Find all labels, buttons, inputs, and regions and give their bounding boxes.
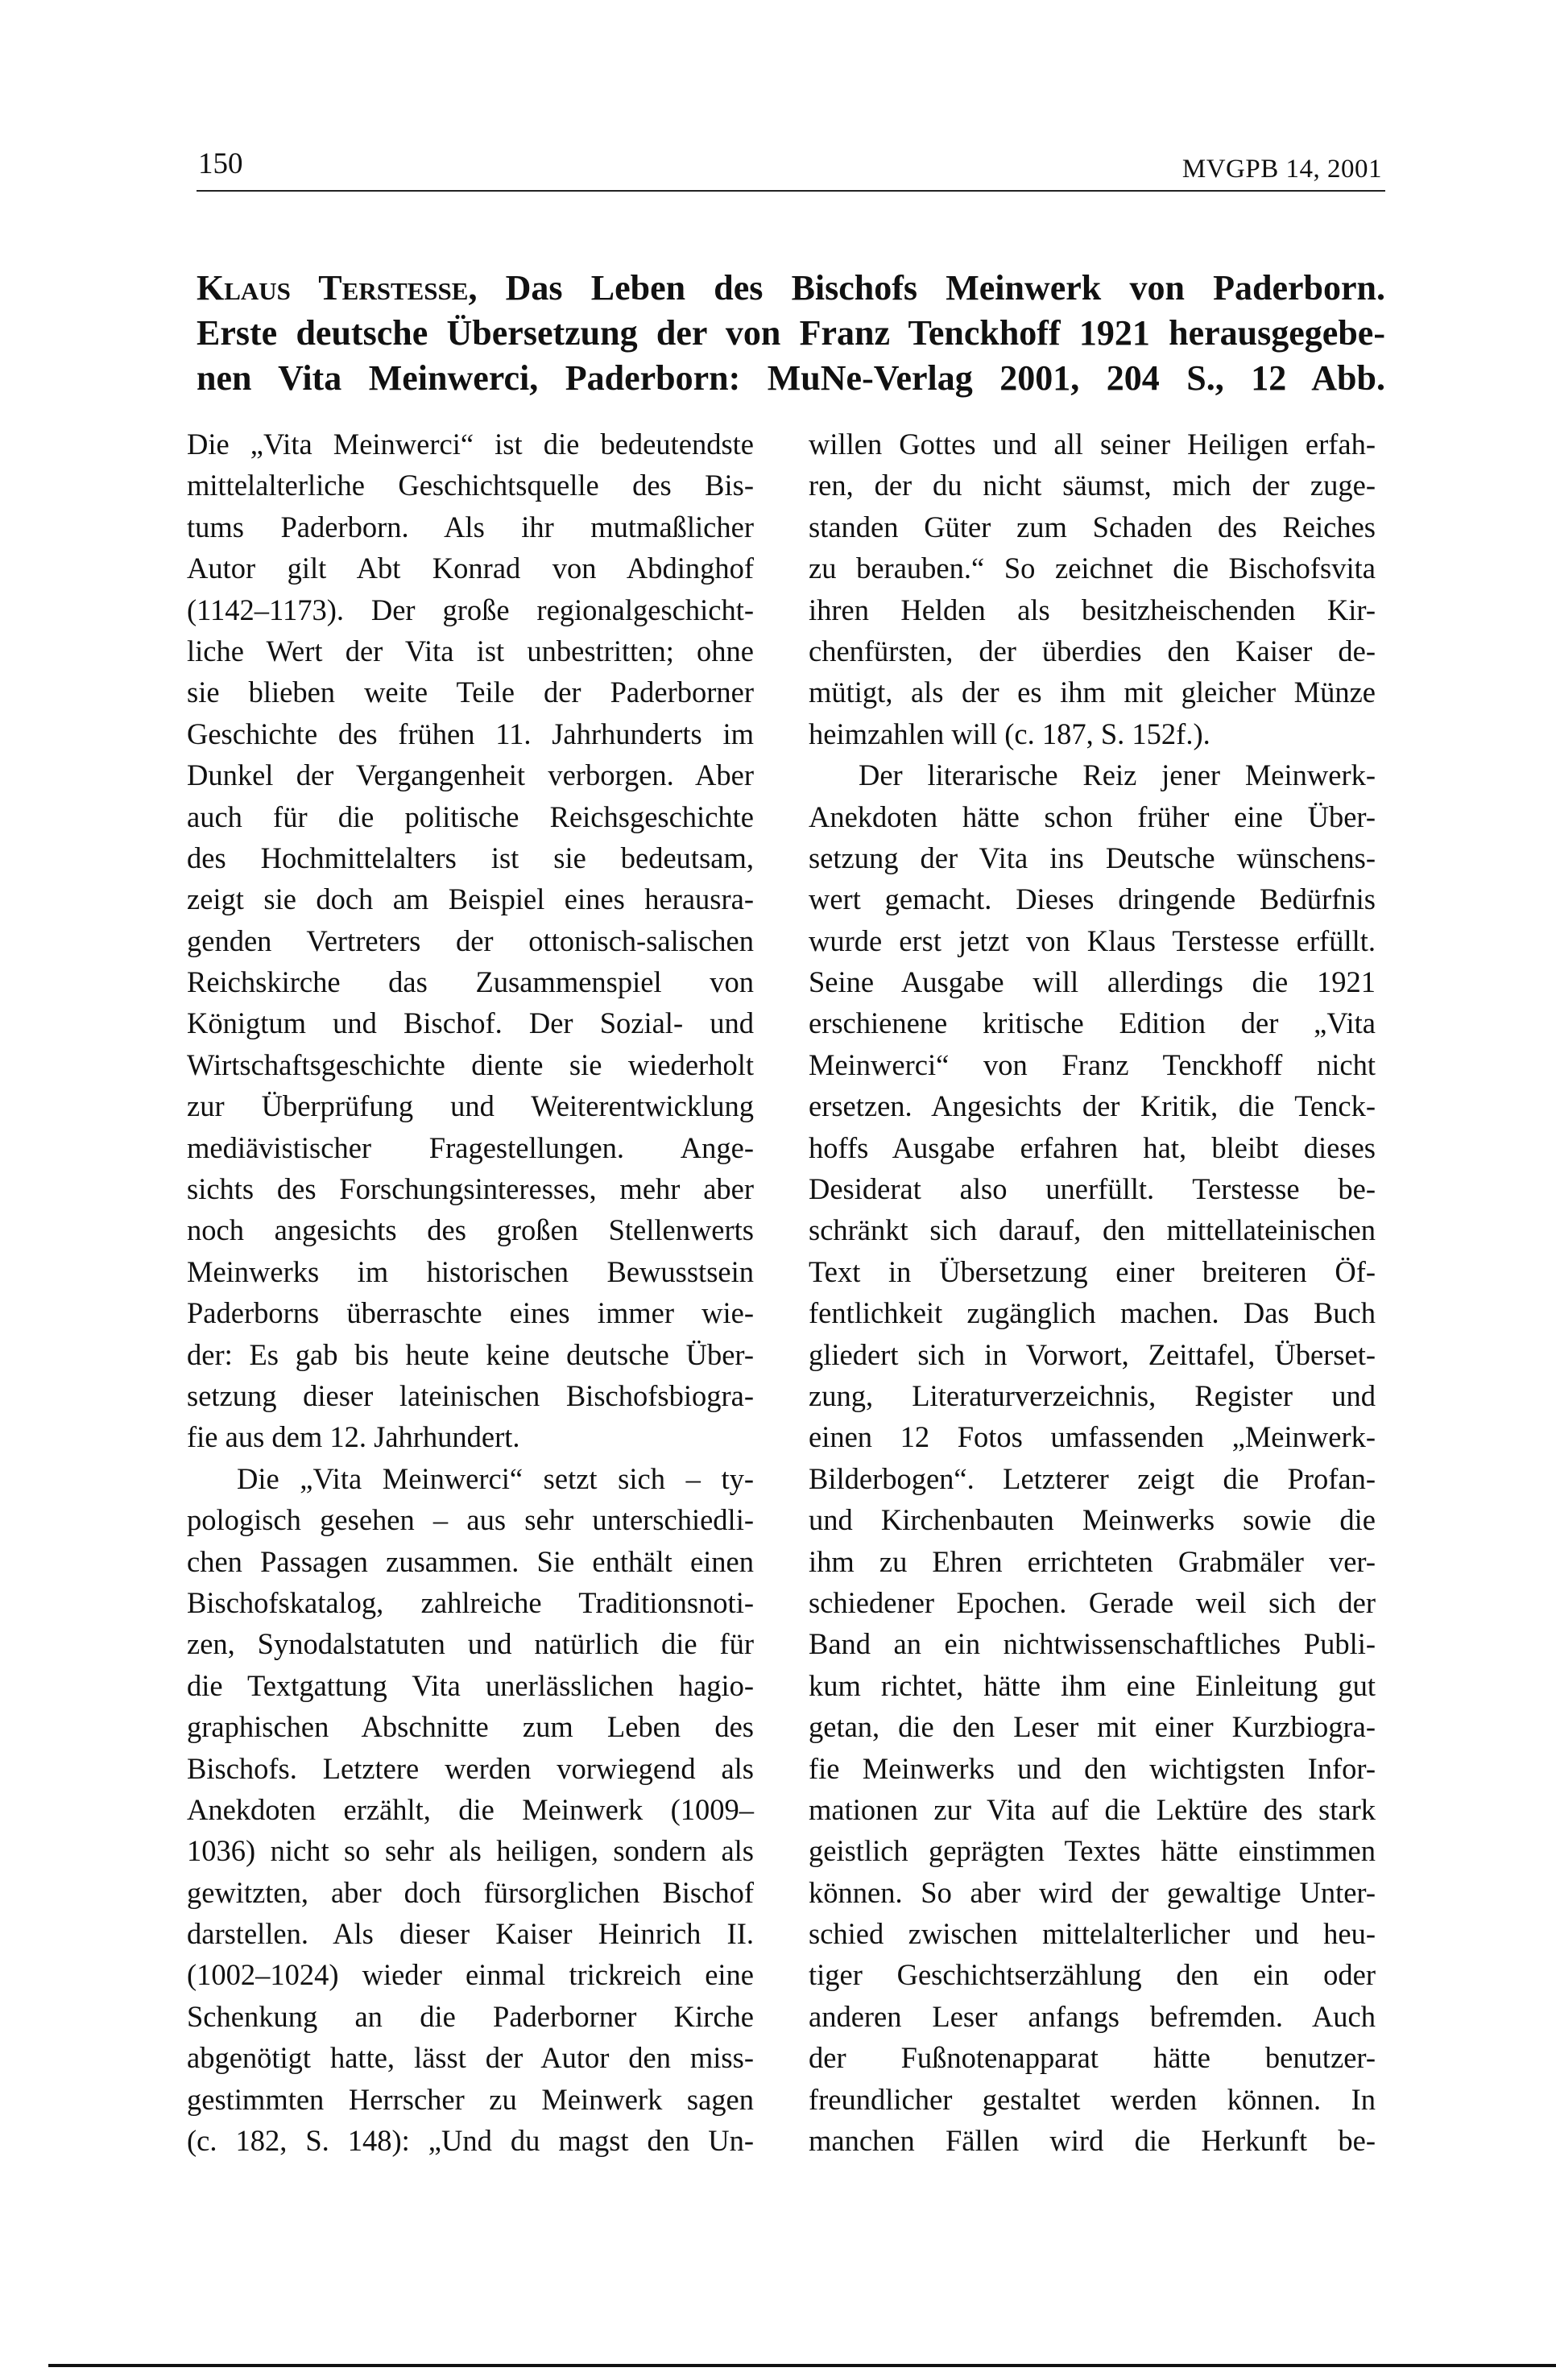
page-number: 150	[198, 147, 243, 180]
text-line: hoffs Ausgabe erfahren hat, bleibt dieses	[809, 1130, 1376, 1164]
text-line: Königtum und Bischof. Der Sozial- und	[187, 1006, 754, 1040]
text-line: wurde erst jetzt von Klaus Terstesse erfüllt.	[809, 923, 1376, 957]
text-line: (1142–1173). Der große regionalgeschicht-	[187, 593, 754, 626]
text-line: genden Vertreters der ottonisch-salischen	[187, 923, 754, 957]
text-line: Paderborns überraschte eines immer wie-	[187, 1296, 754, 1330]
title-line-2: Erste deutsche Übersetzung der von Franz Tenckhoff 1921 herausgegebe-	[197, 313, 1385, 353]
text-line: Band an ein nichtwissenschaftliches Publi-	[809, 1627, 1376, 1661]
text-line: zung, Literaturverzeichnis, Register und	[809, 1378, 1376, 1412]
text-line: darstellen. Als dieser Kaiser Heinrich II.	[187, 1917, 754, 1951]
running-header	[197, 143, 1385, 192]
text-line: setzung dieser lateinischen Bischofsbiogra-	[187, 1378, 754, 1412]
title-line-1	[197, 266, 1385, 311]
text-line: die Textgattung Vita unerlässlichen hagio-	[187, 1668, 754, 1702]
text-line: Die „Vita Meinwerci“ setzt sich – ty-	[237, 1461, 754, 1495]
text-line: der Fußnotenapparat hätte benutzer-	[809, 2041, 1376, 2075]
text-line: tums Paderborn. Als ihr mutmaßlicher	[187, 510, 754, 543]
text-line: Bilderbogen“. Letzterer zeigt die Profan-	[809, 1461, 1376, 1495]
text-line: Die „Vita Meinwerci“ ist die bedeutendste	[187, 428, 754, 461]
scan-edge-rule	[48, 2364, 1556, 2367]
text-line: ersetzen. Angesichts der Kritik, die Tenck-	[809, 1089, 1376, 1123]
text-line: chen Passagen zusammen. Sie enthält einen	[187, 1544, 754, 1578]
text-line: kum richtet, hätte ihm eine Einleitung gut	[809, 1668, 1376, 1702]
text-line: Anekdoten hätte schon früher eine Über-	[809, 800, 1376, 833]
text-line: manchen Fällen wird die Herkunft be-	[809, 2124, 1376, 2158]
text-line: schied zwischen mittelalterlicher und heu-	[809, 1917, 1376, 1951]
text-line: pologisch gesehen – aus sehr unterschiedli-	[187, 1503, 754, 1537]
text-line: des Hochmittelalters ist sie bedeutsam,	[187, 841, 754, 874]
text-line: Desiderat also unerfüllt. Terstesse be-	[809, 1172, 1376, 1206]
text-line: sichts des Forschungsinteresses, mehr aber	[187, 1172, 754, 1206]
text-line: Seine Ausgabe will allerdings die 1921	[809, 965, 1376, 999]
text-line: ihm zu Ehren errichteten Grabmäler ver-	[809, 1544, 1376, 1578]
text-line: und Kirchenbauten Meinwerks sowie die	[809, 1503, 1376, 1537]
text-line: mediävistischer Fragestellungen. Ange-	[187, 1130, 754, 1164]
text-line: geistlich geprägten Textes hätte einstimmen	[809, 1834, 1376, 1868]
text-line: fie Meinwerks und den wichtigsten Infor-	[809, 1751, 1376, 1785]
paragraph	[809, 424, 1376, 754]
text-line: abgenötigt hatte, lässt der Autor den miss-	[187, 2041, 754, 2075]
text-line: freundlicher gestaltet werden können. In	[809, 2082, 1376, 2116]
text-line: Schenkung an die Paderborner Kirche	[187, 1999, 754, 2033]
text-line: chenfürsten, der überdies den Kaiser de-	[809, 634, 1376, 667]
right-column	[809, 424, 1376, 2161]
text-line: 1036) nicht so sehr als heiligen, sondern als	[187, 1834, 754, 1868]
text-line: gewitzten, aber doch fürsorglichen Bischof	[187, 1875, 754, 1909]
text-line: zu berauben.“ So zeichnet die Bischofsvita	[809, 552, 1376, 585]
text-line: tiger Geschichtserzählung den ein oder	[809, 1958, 1376, 1992]
text-line: schränkt sich darauf, den mittellateinischen	[809, 1213, 1376, 1247]
text-line: Meinwerks im historischen Bewusstsein	[187, 1254, 754, 1288]
text-line: wert gemacht. Dieses dringende Bedürfnis	[809, 882, 1376, 916]
text-line: fie aus dem 12. Jahrhundert.	[187, 1420, 520, 1454]
left-column	[187, 424, 754, 2161]
text-line: anderen Leser anfangs befremden. Auch	[809, 1999, 1376, 2033]
text-line: zen, Synodalstatuten und natürlich die für	[187, 1627, 754, 1661]
text-line: zur Überprüfung und Weiterentwicklung	[187, 1089, 754, 1123]
text-line: der: Es gab bis heute keine deutsche Über-	[187, 1337, 754, 1371]
text-line: getan, die den Leser mit einer Kurzbiogra-	[809, 1710, 1376, 1744]
text-line: Dunkel der Vergangenheit verborgen. Aber	[187, 758, 754, 792]
text-line: (1002–1024) wieder einmal trickreich eine	[187, 1958, 754, 1992]
title-line-1-rest: , Das Leben des Bischofs Meinwerk von Paderborn.	[468, 268, 1385, 308]
text-line: standen Güter zum Schaden des Reiches	[809, 510, 1376, 543]
text-line: graphischen Abschnitte zum Leben des	[187, 1710, 754, 1744]
text-line: Autor gilt Abt Konrad von Abdinghof	[187, 552, 754, 585]
text-line: Wirtschaftsgeschichte diente sie wiederholt	[187, 1047, 754, 1081]
text-line: noch angesichts des großen Stellenwerts	[187, 1213, 754, 1247]
text-line: Bischofskatalog, zahlreiche Traditionsnoti-	[187, 1585, 754, 1619]
text-line: gestimmten Herrscher zu Meinwerk sagen	[187, 2082, 754, 2116]
text-line: liche Wert der Vita ist unbestritten; ohne	[187, 634, 754, 667]
text-line: mationen zur Vita auf die Lektüre des stark	[809, 1792, 1376, 1826]
title-line-3: nen Vita Meinwerci, Paderborn: MuNe-Verlag 2001, 204 S., 12 Abb.	[197, 358, 1385, 398]
text-line: ihren Helden als besitzheischenden Kir-	[809, 593, 1376, 626]
text-line: Reichskirche das Zusammenspiel von	[187, 965, 754, 999]
text-line: Bischofs. Letztere werden vorwiegend als	[187, 1751, 754, 1785]
text-line: Text in Übersetzung einer breiteren Öf-	[809, 1254, 1376, 1288]
text-line: Anekdoten erzählt, die Meinwerk (1009–	[187, 1792, 754, 1826]
author-name: Klaus Terstesse	[197, 268, 469, 308]
text-line: erschienene kritische Edition der „Vita	[809, 1006, 1376, 1040]
text-line: ren, der du nicht säumst, mich der zuge-	[809, 469, 1376, 502]
text-line: mittelalterliche Geschichtsquelle des Bis-	[187, 469, 754, 502]
paragraph	[187, 1458, 754, 2162]
text-line: sie blieben weite Teile der Paderborner	[187, 676, 754, 709]
paragraph	[809, 754, 1376, 2161]
journal-reference: MVGPB 14, 2001	[1181, 155, 1382, 184]
text-line: Der literarische Reiz jener Meinwerk-	[859, 758, 1376, 792]
text-line: mütigt, als der es ihm mit gleicher Münze	[809, 676, 1376, 709]
paragraph	[187, 424, 754, 1458]
text-line: Meinwerci“ von Franz Tenckhoff nicht	[809, 1047, 1376, 1081]
text-line: willen Gottes und all seiner Heiligen erfah-	[809, 428, 1376, 461]
text-line: auch für die politische Reichsgeschichte	[187, 800, 754, 833]
text-line: Geschichte des frühen 11. Jahrhunderts im	[187, 717, 754, 750]
text-line: gliedert sich in Vorwort, Zeittafel, Überset-	[809, 1337, 1376, 1371]
text-line: zeigt sie doch am Beispiel eines herausra-	[187, 882, 754, 916]
text-line: können. So aber wird der gewaltige Unter-	[809, 1875, 1376, 1909]
text-line: schiedener Epochen. Gerade weil sich der	[809, 1585, 1376, 1619]
text-line: (c. 182, S. 148): „Und du magst den Un-	[187, 2124, 754, 2158]
text-line: setzung der Vita ins Deutsche wünschens-	[809, 841, 1376, 874]
review-title	[197, 266, 1385, 401]
text-line: einen 12 Fotos umfassenden „Meinwerk-	[809, 1420, 1376, 1454]
text-line: heimzahlen will (c. 187, S. 152f.).	[809, 717, 1210, 750]
text-line: fentlichkeit zugänglich machen. Das Buch	[809, 1296, 1376, 1330]
